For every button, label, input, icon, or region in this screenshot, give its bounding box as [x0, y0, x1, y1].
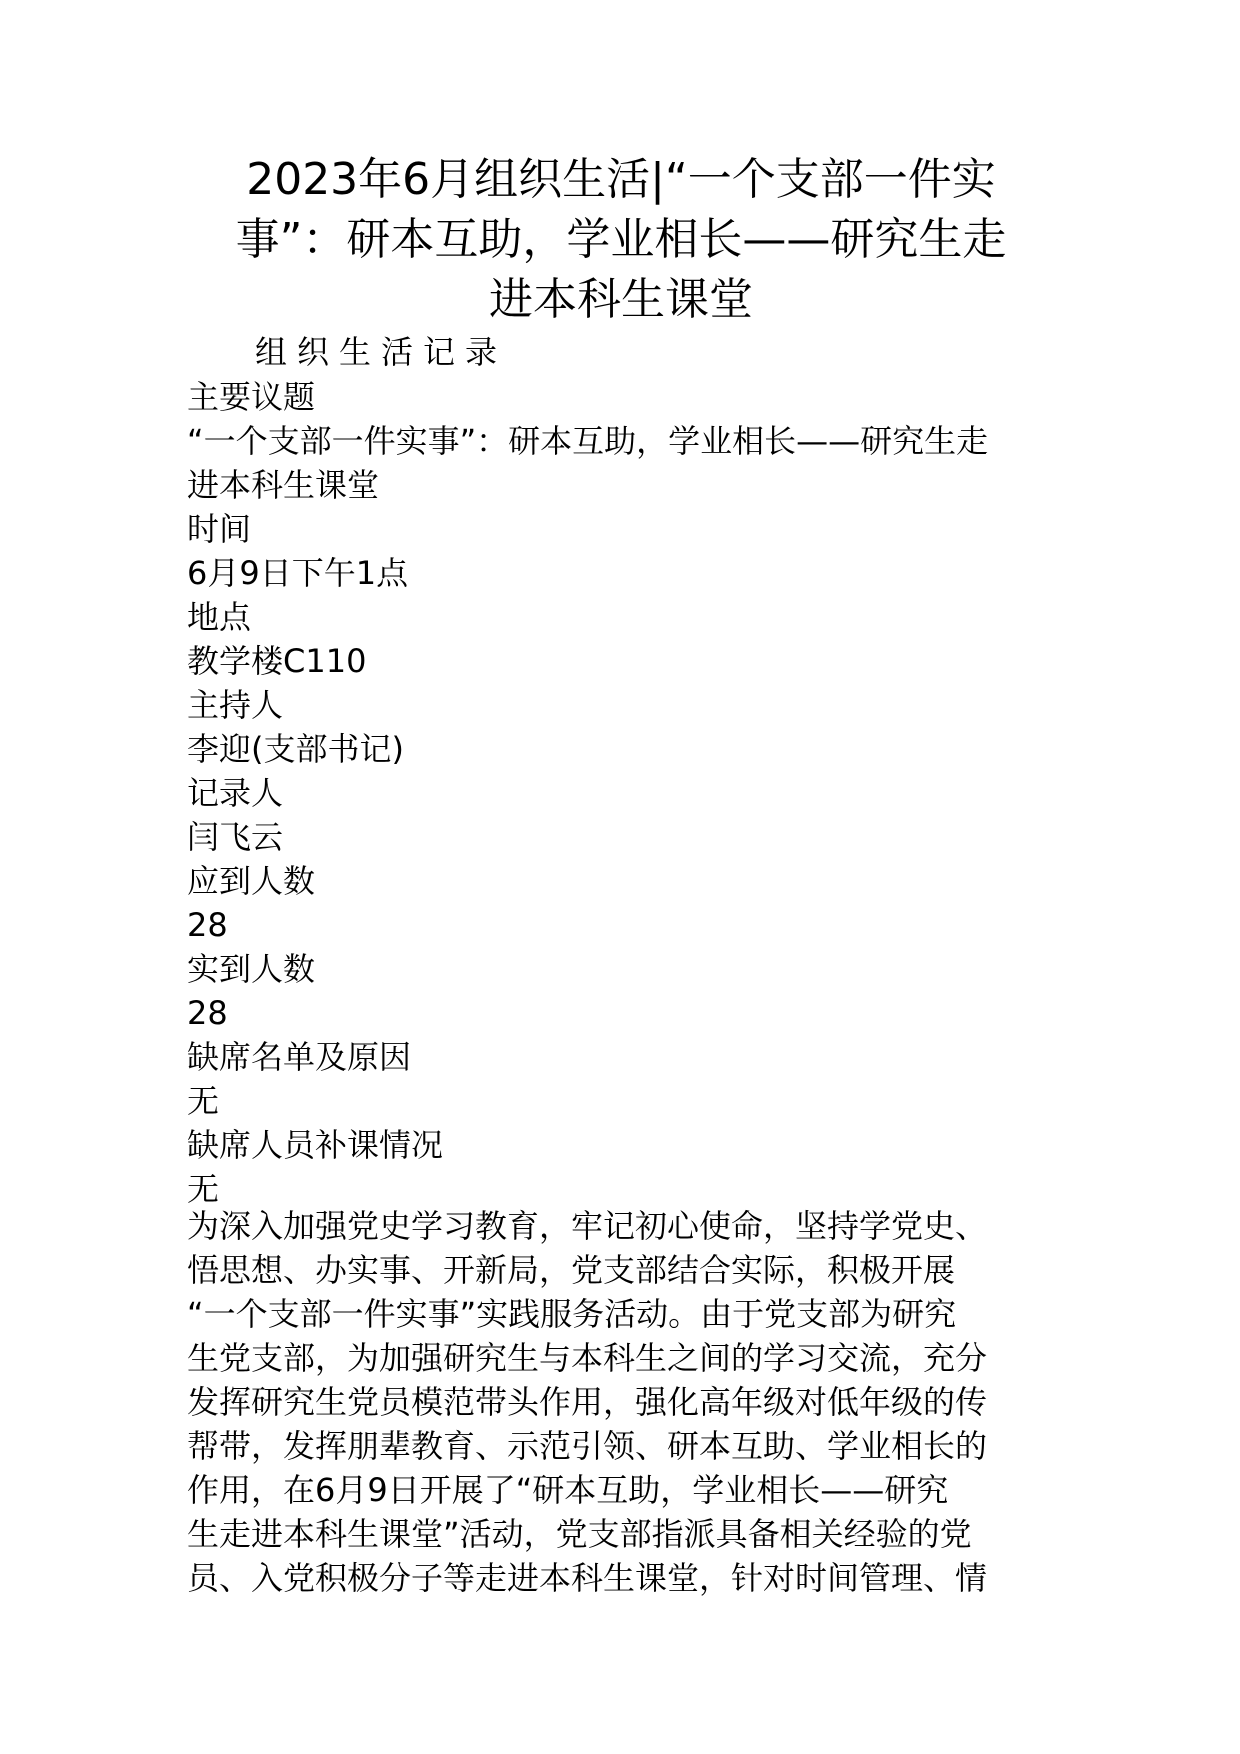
field-label-topic: 主要议题 — [187, 378, 316, 416]
paragraph-line: 作用，在6月9日开展了“研本互助，学业相长——研究 — [187, 1471, 949, 1509]
field-label-time: 时间 — [187, 510, 252, 548]
field-label-expected-count: 应到人数 — [187, 862, 316, 900]
paragraph-line: 帮带，发挥朋辈教育、示范引领、研本互助、学业相长的 — [187, 1427, 988, 1465]
field-value-expected-count: 28 — [187, 906, 228, 944]
field-label-makeup: 缺席人员补课情况 — [187, 1126, 444, 1164]
field-value-makeup: 无 — [187, 1170, 220, 1208]
field-label-location: 地点 — [187, 598, 252, 636]
field-label-actual-count: 实到人数 — [187, 950, 316, 988]
paragraph-line: 员、入党积极分子等走进本科生课堂，针对时间管理、情 — [187, 1559, 988, 1597]
paragraph-line: “一个支部一件实事”实践服务活动。由于党支部为研究 — [187, 1295, 957, 1333]
record-fields — [187, 375, 1067, 1211]
field-label-absentees: 缺席名单及原因 — [187, 1038, 412, 1076]
field-value-host: 李迎(支部书记) — [187, 730, 404, 768]
field-value-actual-count: 28 — [187, 994, 228, 1032]
document-title — [186, 150, 1056, 330]
field-label-host: 主持人 — [187, 686, 284, 724]
record-heading: 组织生活记录 — [255, 333, 508, 371]
title-line: 事”：研本互助，学业相长——研究生走 — [235, 214, 1007, 265]
field-label-recorder: 记录人 — [187, 774, 284, 812]
title-line: 进本科生课堂 — [489, 274, 753, 325]
field-value-topic: 进本科生课堂 — [187, 466, 380, 504]
field-value-location: 教学楼C110 — [187, 642, 367, 680]
field-value-time: 6月9日下午1点 — [187, 554, 409, 592]
paragraph-line: 为深入加强党史学习教育，牢记初心使命，坚持学党史、 — [187, 1207, 988, 1245]
field-value-topic: “一个支部一件实事”：研本互助，学业相长——研究生走 — [187, 422, 989, 460]
title-line: 2023年6月组织生活|“一个支部一件实 — [246, 154, 996, 205]
field-value-recorder: 闫飞云 — [187, 818, 284, 856]
paragraph-line: 发挥研究生党员模范带头作用，强化高年级对低年级的传 — [187, 1383, 988, 1421]
paragraph-line: 生走进本科生课堂”活动，党支部指派具备相关经验的党 — [187, 1515, 972, 1553]
paragraph-line: 悟思想、办实事、开新局，党支部结合实际，积极开展 — [187, 1251, 956, 1289]
paragraph-line: 生党支部，为加强研究生与本科生之间的学习交流，充分 — [187, 1339, 988, 1377]
body-paragraph — [187, 1204, 1067, 1600]
field-value-absentees: 无 — [187, 1082, 220, 1120]
